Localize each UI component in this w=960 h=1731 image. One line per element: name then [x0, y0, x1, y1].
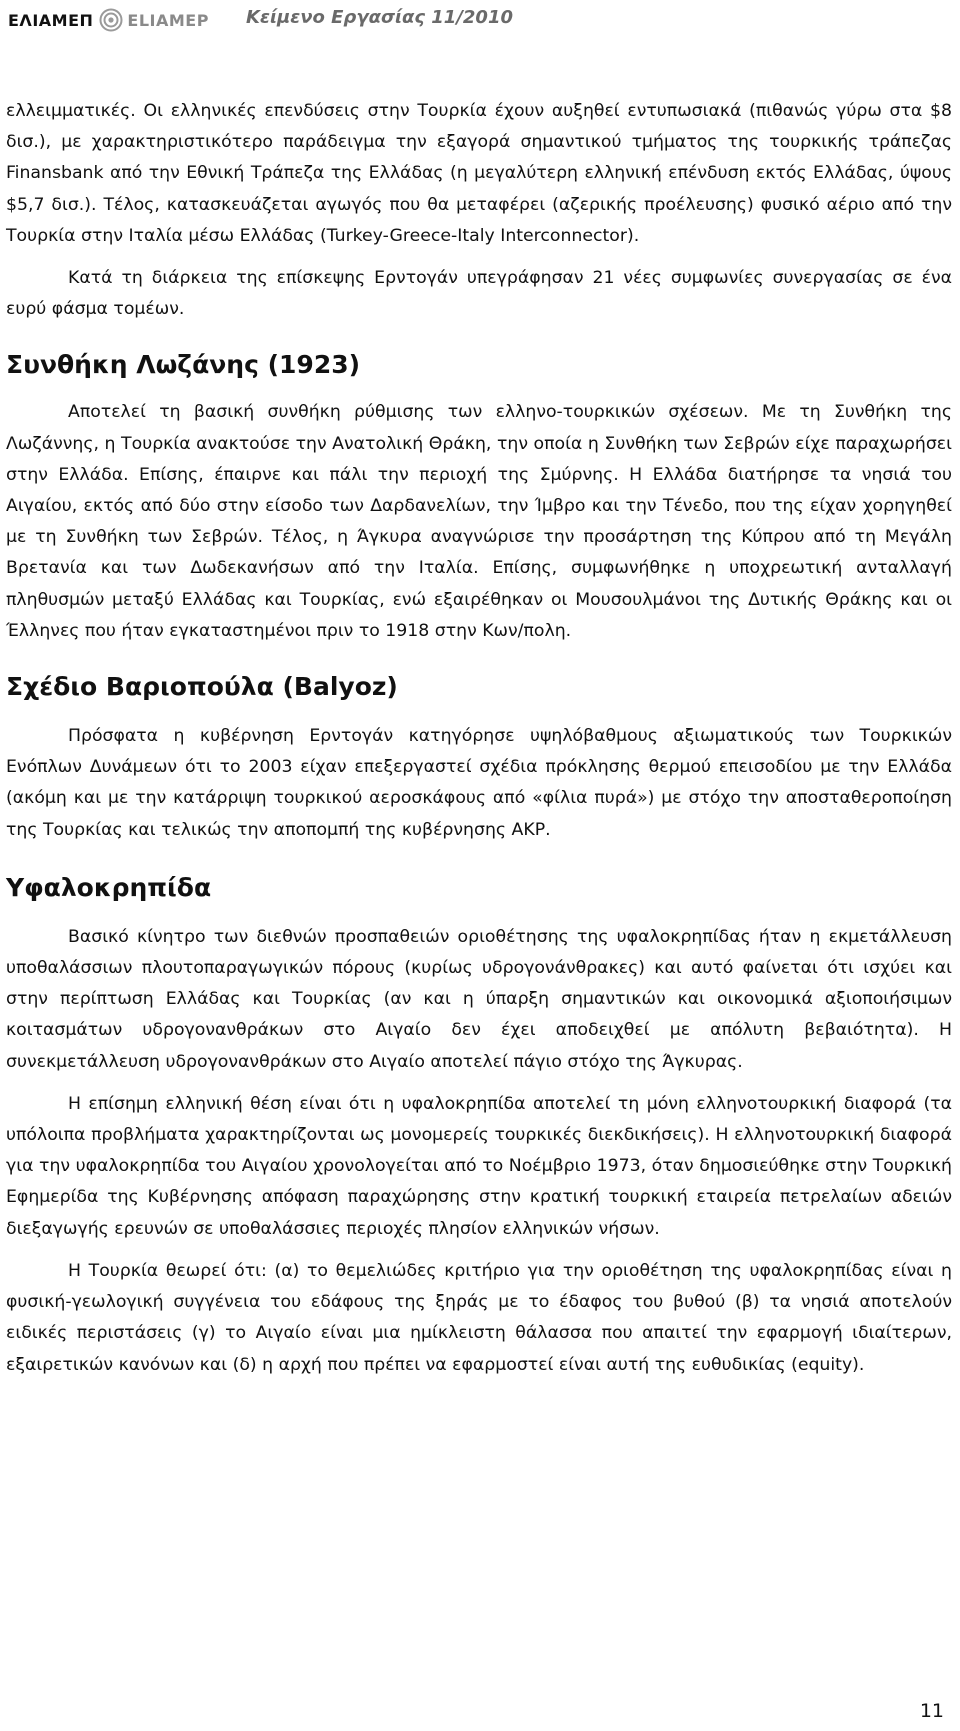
eliamep-logo-icon: [99, 8, 123, 32]
heading-continental-shelf: Υφαλοκρηπίδα: [6, 872, 212, 902]
logo-latin-text: ΕLIAMEP: [127, 10, 209, 30]
paragraph-shelf-motive: Βασικό κίνητρο των διεθνών προσπαθειών οριοθέτησης της υφαλοκρηπίδας ήταν η εκμετάλλευση υποθαλάσσιων πλουτοπαραγωγικών πόρους (κυρίως υδρογονάνθρακες) και αυτό φαίνεται ότι ισχύει και στην περίπτωση Ελλάδας και Τουρκίας (αν και η ύπαρξη σημαντικών και οικονομικά αξιοποιήσιμων κοιτασμάτων υδρογονανθράκων στο Αιγαίο δεν έχει αποδειχθεί με απόλυτη βεβαιότητα). Η συνεκμετάλλευση υδρογονανθράκων στο Αιγαίο αποτελεί πάγιο στόχο της Άγκυρας.: [6, 926, 952, 1072]
paragraph-lausanne-treaty: Αποτελεί τη βασική συνθήκη ρύθμισης των ελληνο-τουρκικών σχέσεων. Με τη Συνθήκη της Λωζάννης, η Τουρκία ανακτούσε την Ανατολική Θράκη, την οποία η Συνθήκη των Σεβρών είχε παραχωρήσει στην Ελλάδα. Επίσης, έπαιρνε και πάλι την περιοχή της Σμύρνης. Η Ελλάδα διατήρησε τα νησιά του Αιγαίου, εκτός από δύο στην είσοδο των Δαρδανελίων, την Ίμβρο και την Τένεδο, που της είχαν χορηγηθεί με τη Συνθήκη των Σεβρών. Τέλος, η Άγκυρα αναγνώρισε την προσάρτηση της Κύπρου από τη Μεγάλη Βρετανία και των Δωδεκανήσων από την Ιταλία. Επίσης, συμφωνήθηκε η υποχρεωτική ανταλλαγή πληθυσμών μεταξύ Ελλάδας και Τουρκίας, ενώ εξαιρέθηκαν οι Μουσουλμάνοι της Δυτικής Θράκης και οι Έλληνες που ήταν εγκαταστημένοι πριν το 1918 στην Κων/πολη.: [6, 402, 952, 641]
paragraph-turkish-position: Η Τουρκία θεωρεί ότι: (α) το θεμελιώδες κριτήριο για την οριοθέτηση της υφαλοκρηπίδας είναι η φυσική-γεωλογική συγγένεια του εδάφους της ξηράς με το έδαφος του βυθού (β) τα νησιά αποτελούν ειδικές περιστάσεις (γ) το Αιγαίο είναι μια ημίκλειστη θάλασσα που απαιτεί την εφαρμογή ιδιαίτερων, εξαιρετικών κανόνων και (δ) η αρχή που πρέπει να εφαρμοστεί είναι αυτή της ευθυδικίας (equity).: [6, 1260, 952, 1375]
working-paper-title: Κείμενο Εργασίας 11/2010: [246, 7, 514, 28]
paragraph-agreements: Κατά τη διάρκεια της επίσκεψης Ερντογάν υπεγράφησαν 21 νέες συμφωνίες συνεργασίας σε ένα ευρύ φάσμα τομέων.: [6, 268, 952, 320]
page-header: [0, 0, 960, 40]
heading-balyoz-plan: Σχέδιο Βαριοπούλα (Balyoz): [6, 672, 398, 702]
page-number: 11: [919, 1700, 944, 1722]
heading-lausanne-treaty: Συνθήκη Λωζάνης (1923): [6, 350, 361, 380]
paragraph-greek-position: Η επίσημη ελληνική θέση είναι ότι η υφαλοκρηπίδα αποτελεί τη μόνη ελληνοτουρκική διαφορά (τα υπόλοιπα προβλήματα χαρακτηρίζονται ως μονομερείς τουρκικές διεκδικήσεις). Η ελληνοτουρκική διαφορά για την υφαλοκρηπίδα του Αιγαίου χρονολογείται από το Νοέμβριο 1973, όταν δημοσιεύθηκε στην Τουρκική Εφημερίδα της Κυβέρνησης απόφαση παραχώρησης στην κρατική τουρκική εταιρεία πετρελαίων αδειών διεξαγωγής ερευνών σε υποθαλάσσιες περιοχές πλησίον ελληνικών νήσων.: [6, 1093, 952, 1239]
document-body: [6, 96, 952, 1381]
logo-greek-text: ΕΛΙΑΜΕΠ: [8, 10, 94, 30]
paragraph-balyoz-plan: Πρόσφατα η κυβέρνηση Ερντογάν κατηγόρησε υψηλόβαθμους αξιωματικούς των Τουρκικών Ενόπλων Δυνάμεων ότι το 2003 είχαν επεξεργαστεί σχέδια πρόκλησης θερμού επεισοδίου με την Ελλάδα (ακόμη και με την κατάρριψη τουρκικού αεροσκάφους από «φίλια πυρά») με στόχο την αποσταθεροποίηση της Τουρκίας και τελικώς την αποπομπή της κυβέρνησης ΑΚΡ.: [6, 726, 952, 840]
eliamep-logo: [8, 7, 209, 33]
paragraph-investments: ελλειμματικές. Οι ελληνικές επενδύσεις στην Τουρκία έχουν αυξηθεί εντυπωσιακά (πιθανώς γύρω στα $8 δισ.), με χαρακτηριστικότερο παράδειγμα την εξαγορά σημαντικού τμήματος της τουρκικής τράπεζας Finansbank από την Εθνική Τράπεζα της Ελλάδας (η μεγαλύτερη ελληνική επένδυση εκτός Ελλάδας, ύψους $5,7 δισ.). Τέλος, κατασκευάζεται αγωγός που θα μεταφέρει (αζερικής προέλευσης) φυσικό αέριο από την Τουρκία στην Ιταλία μέσω Ελλάδας (Turkey-Greece-Italy Interconnector).: [6, 101, 952, 246]
